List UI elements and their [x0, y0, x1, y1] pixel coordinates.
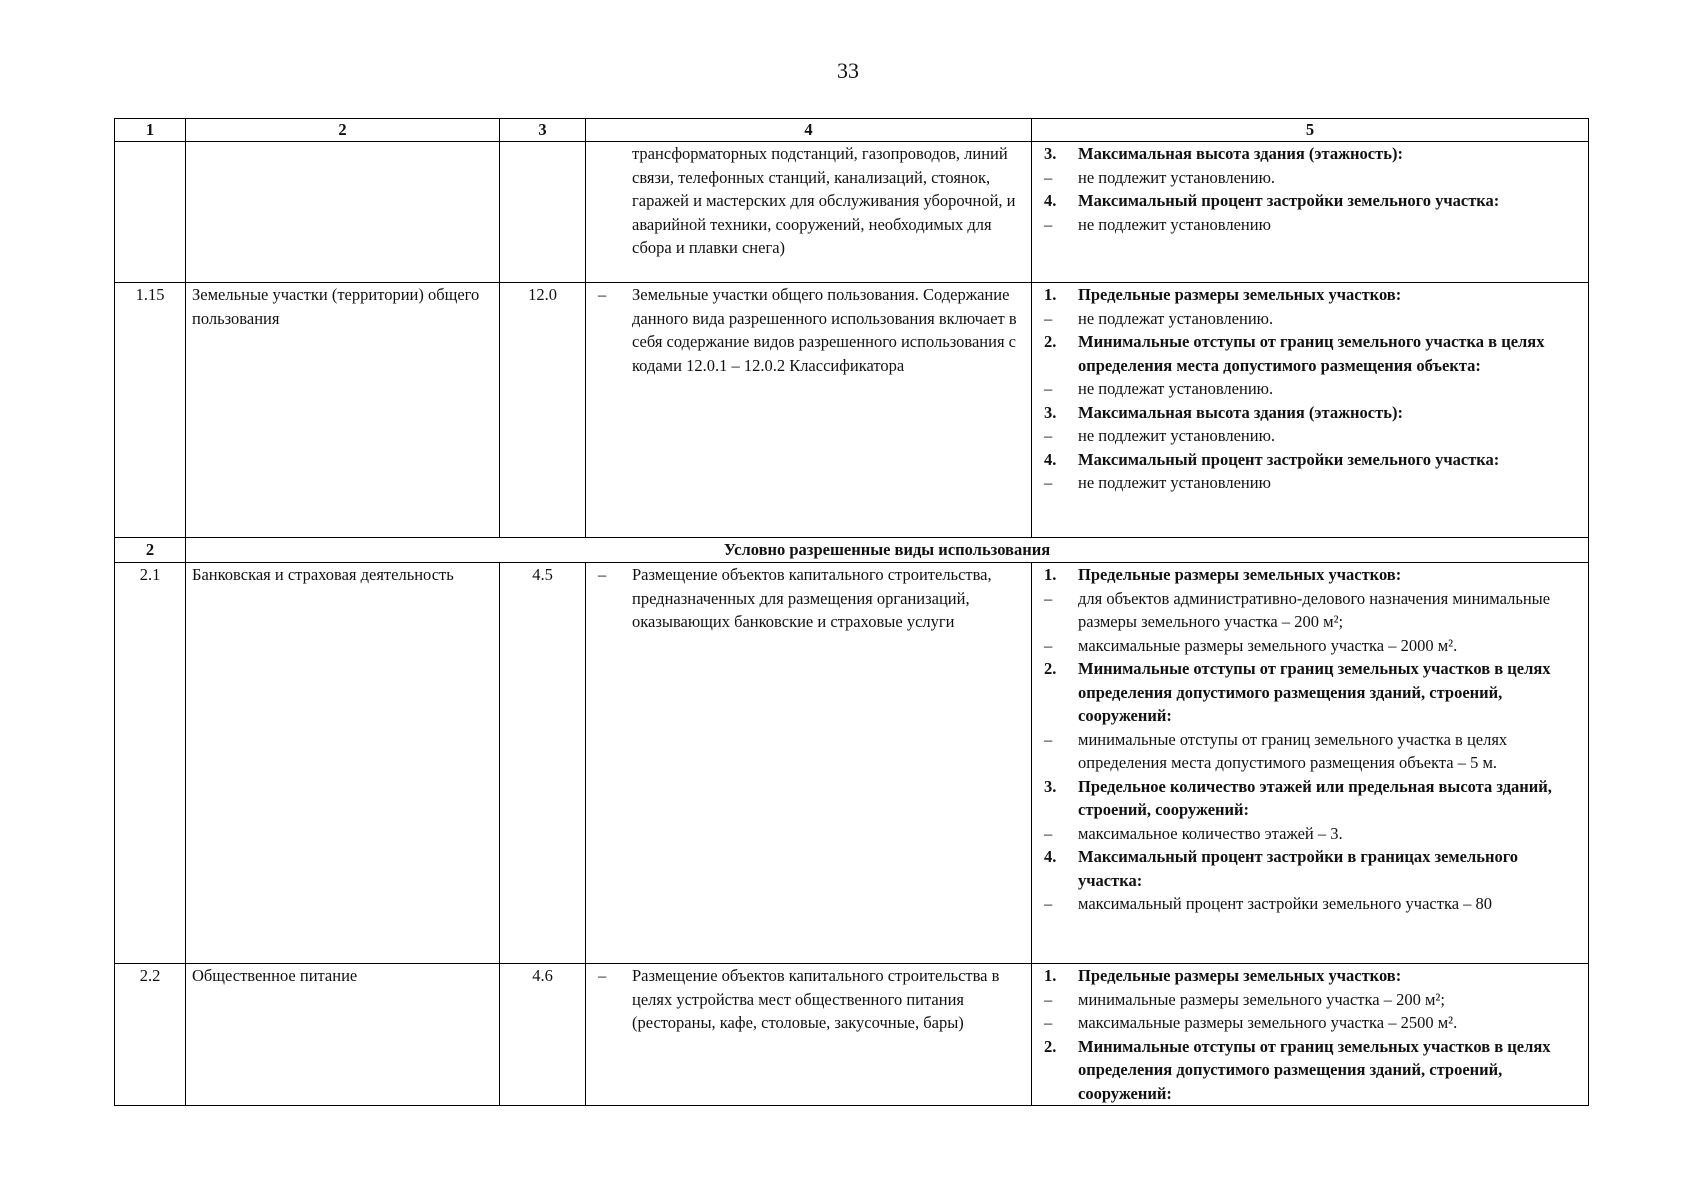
parameter-value: [1038, 213, 1582, 237]
page-number: 33: [837, 58, 859, 83]
description-text: Размещение объектов капитального строительства в целях устройства мест общественного питания (рестораны, кафе, столовые, закусочные, бары): [632, 966, 1000, 1032]
list-marker: –: [1044, 379, 1053, 398]
list-marker: 3.: [1044, 144, 1057, 163]
parameter-heading: [1038, 448, 1582, 472]
description-text: трансформаторных подстанций, газопроводов, линий связи, телефонных станций, канализаций, стоянок, гаражей и мастерских для обслуживания уборочной, и аварийной техники, сооружений, необходимых для сбора и плавки снега): [632, 144, 1016, 257]
header-cell-1: 1: [115, 119, 186, 142]
list-text: не подлежит установлению.: [1078, 167, 1276, 187]
list-marker: 1.: [1044, 565, 1057, 584]
section-title: Условно разрешенные виды использования: [186, 538, 1589, 563]
list-text: Максимальный процент застройки земельного участка:: [1078, 191, 1500, 210]
parameter-value: [1038, 471, 1582, 495]
parameter-value: [1038, 634, 1582, 658]
list-marker: –: [1044, 214, 1053, 234]
table-row-2-2: [115, 964, 1589, 1106]
list-marker: –: [1044, 426, 1053, 445]
parameter-value: [1038, 587, 1582, 634]
list-text: не подлежат установлению.: [1078, 379, 1274, 398]
table-row-1-15: [115, 283, 1589, 538]
row-name-cell: Общественное питание: [186, 964, 500, 1106]
parameter-heading: [1038, 401, 1582, 425]
parameter-heading: [1038, 189, 1582, 213]
description-dash: –: [598, 565, 607, 584]
list-marker: 4.: [1044, 449, 1057, 469]
parameter-heading: [1038, 563, 1582, 587]
row-code-cell: 4.6: [500, 964, 586, 1106]
row-number-cell: 2.1: [115, 563, 186, 964]
list-text: Предельные размеры земельных участков:: [1078, 565, 1402, 584]
section-header-row: [115, 538, 1589, 563]
list-marker: 1.: [1044, 285, 1057, 304]
list-marker: –: [1044, 894, 1053, 913]
list-marker: –: [1044, 1013, 1053, 1032]
table-row-continued: [115, 142, 1589, 283]
row-parameters-cell: [1032, 964, 1589, 1106]
description-dash: –: [598, 285, 607, 304]
list-marker: 1.: [1044, 966, 1057, 985]
description-text: Земельные участки общего пользования. Содержание данного вида разрешенного использования включает в себя содержание видов разрешенного использования с кодами 12.0.1 – 12.0.2 Классификатора: [632, 285, 1017, 375]
description-dash: –: [598, 966, 607, 985]
row-name-cell: Банковская и страховая деятельность: [186, 563, 500, 964]
header-cell-5: 5: [1032, 119, 1589, 142]
row-description-cell: [586, 964, 1032, 1106]
description-text: Размещение объектов капитального строительства, предназначенных для размещения организаций, оказывающих банковские и страховые услуги: [632, 565, 992, 631]
parameter-value: [1038, 377, 1582, 401]
list-text: Максимальный процент застройки земельного участка:: [1078, 449, 1500, 469]
list-text: максимальные размеры земельного участка – 2000 м².: [1078, 635, 1458, 655]
parameter-value: [1038, 307, 1582, 331]
list-marker: –: [1044, 473, 1053, 492]
row-number-cell: [115, 142, 186, 283]
row-code-cell: 4.5: [500, 563, 586, 964]
parameter-heading: [1038, 330, 1582, 377]
regulations-table: [114, 118, 1589, 1106]
parameter-value: [1038, 988, 1582, 1012]
parameter-heading: [1038, 775, 1582, 822]
list-text: Максимальная высота здания (этажность):: [1078, 144, 1403, 163]
list-text: Минимальные отступы от границ земельных участков в целях определения допустимого размещения зданий, строений, сооружений:: [1078, 659, 1551, 725]
list-text: не подлежит установлению: [1078, 473, 1271, 492]
list-text: минимальные размеры земельного участка – 200 м²;: [1078, 989, 1445, 1009]
list-marker: 3.: [1044, 402, 1057, 422]
list-text: Предельные размеры земельных участков:: [1078, 285, 1402, 304]
parameters-list: [1038, 142, 1582, 236]
parameters-list: [1038, 563, 1582, 916]
parameter-value: [1038, 166, 1582, 190]
list-text: не подлежит установлению: [1078, 214, 1271, 234]
header-cell-3: 3: [500, 119, 586, 142]
section-number: 2: [115, 538, 186, 563]
list-marker: –: [1044, 989, 1053, 1009]
parameters-list: [1038, 283, 1582, 495]
list-text: Минимальные отступы от границ земельного участка в целях определения места допустимого размещения объекта:: [1078, 332, 1545, 375]
parameter-value: [1038, 424, 1582, 448]
list-text: Максимальный процент застройки в границах земельного участка:: [1078, 847, 1519, 890]
parameter-value: [1038, 728, 1582, 775]
row-number-cell: 2.2: [115, 964, 186, 1106]
header-cell-4: 4: [586, 119, 1032, 142]
parameter-heading: [1038, 283, 1582, 307]
parameter-value: [1038, 892, 1582, 916]
list-text: Предельное количество этажей или предельная высота зданий, строений, сооружений:: [1078, 776, 1552, 819]
list-marker: 4.: [1044, 847, 1057, 866]
row-description-cell: [586, 142, 1032, 283]
list-marker: 3.: [1044, 776, 1057, 796]
row-description-cell: [586, 563, 1032, 964]
parameter-value: [1038, 822, 1582, 846]
row-parameters-cell: [1032, 563, 1589, 964]
list-text: для объектов административно-делового назначения минимальные размеры земельного участка – 200 м²;: [1078, 588, 1551, 631]
parameter-heading: [1038, 845, 1582, 892]
list-marker: 2.: [1044, 659, 1057, 678]
list-marker: –: [1044, 635, 1053, 655]
list-text: не подлежат установлению.: [1078, 308, 1274, 328]
list-marker: –: [1044, 823, 1053, 843]
list-marker: –: [1044, 588, 1053, 608]
list-text: максимальный процент застройки земельного участка – 80: [1078, 894, 1493, 913]
list-text: максимальное количество этажей – 3.: [1078, 823, 1343, 843]
list-text: Предельные размеры земельных участков:: [1078, 966, 1402, 985]
list-marker: 4.: [1044, 191, 1057, 210]
list-text: минимальные отступы от границ земельного участка в целях определения места допустимого размещения объекта – 5 м.: [1078, 729, 1508, 772]
parameter-value: [1038, 1011, 1582, 1035]
list-marker: 2.: [1044, 332, 1057, 351]
table-row-2-1: [115, 563, 1589, 964]
row-parameters-cell: [1032, 283, 1589, 538]
list-marker: 2.: [1044, 1036, 1057, 1056]
list-marker: –: [1044, 308, 1053, 328]
row-parameters-cell: [1032, 142, 1589, 283]
row-code-cell: [500, 142, 586, 283]
list-text: Максимальная высота здания (этажность):: [1078, 402, 1403, 422]
parameter-heading: [1038, 964, 1582, 988]
header-cell-2: 2: [186, 119, 500, 142]
row-description-cell: [586, 283, 1032, 538]
row-name-cell: Земельные участки (территории) общего пользования: [186, 283, 500, 538]
list-text: максимальные размеры земельного участка – 2500 м².: [1078, 1013, 1458, 1032]
list-text: Минимальные отступы от границ земельных участков в целях определения допустимого размещения зданий, строений, сооружений:: [1078, 1036, 1551, 1103]
list-text: не подлежит установлению.: [1078, 426, 1276, 445]
row-code-cell: 12.0: [500, 283, 586, 538]
parameters-list: [1038, 964, 1582, 1105]
parameter-heading: [1038, 657, 1582, 728]
list-marker: –: [1044, 167, 1053, 187]
row-name-cell: [186, 142, 500, 283]
list-marker: –: [1044, 729, 1053, 749]
table-header-row: [115, 119, 1589, 142]
parameter-heading: [1038, 142, 1582, 166]
parameter-heading: [1038, 1035, 1582, 1106]
row-number-cell: 1.15: [115, 283, 186, 538]
